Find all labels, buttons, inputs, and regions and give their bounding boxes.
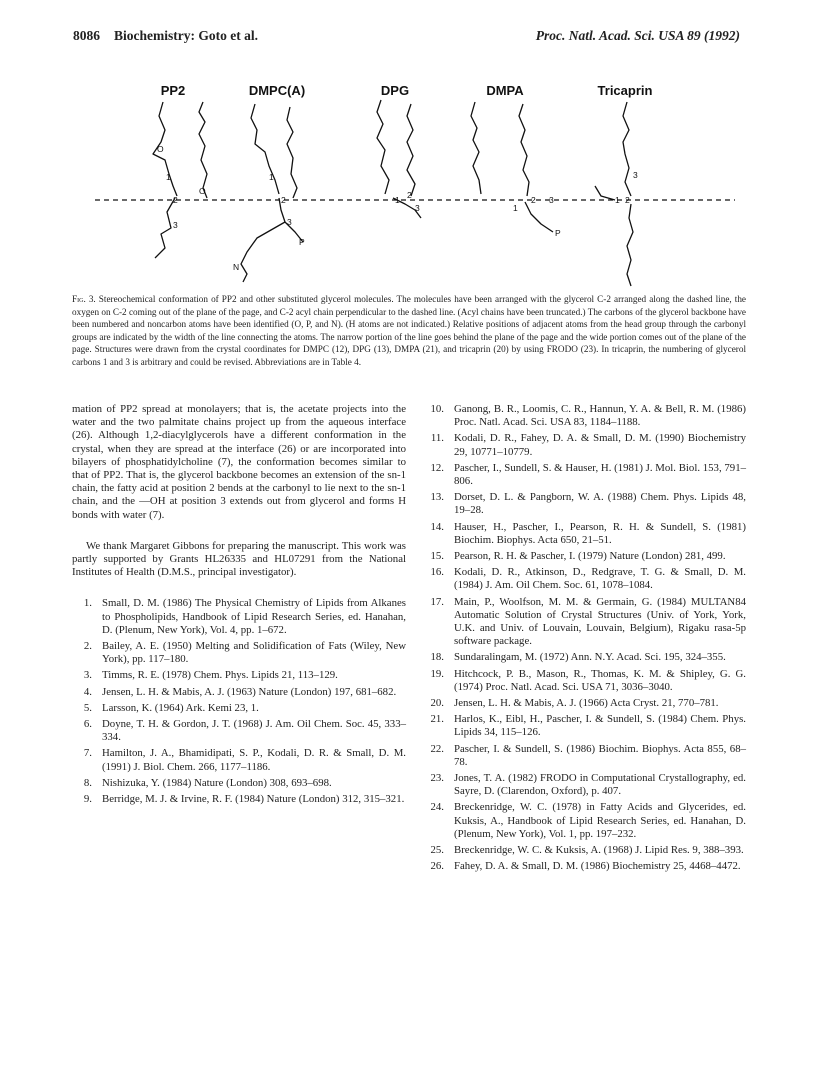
reference-text: Timms, R. E. (1978) Chem. Phys. Lipids 21, 113–129. <box>102 669 338 682</box>
reference-text: Small, D. M. (1986) The Physical Chemistry of Lipids from Alkanes to Phospholipids, Handbook of Lipid Research Series, ed. Hanahan, D. (Plenum, New York), Vol. 4, pp. 1–672. <box>102 597 406 636</box>
reference-item <box>424 801 746 841</box>
reference-item <box>72 597 406 637</box>
reference-number: 23. <box>430 772 444 785</box>
reference-text: Pascher, I. & Sundell, S. (1986) Biochim. Biophys. Acta 855, 68–78. <box>454 742 746 768</box>
reference-number: 11. <box>430 432 444 445</box>
label-dmpa: DMPA <box>486 83 524 98</box>
reference-text: Kodali, D. R., Atkinson, D., Redgrave, T. G. & Small, D. M. (1984) J. Am. Oil Chem. Soc. 61, 1078–1084. <box>454 566 746 592</box>
reference-text: Sundaralingam, M. (1972) Ann. N.Y. Acad. Sci. 195, 324–355. <box>454 651 726 664</box>
reference-item <box>424 772 746 798</box>
label-tricaprin: Tricaprin <box>597 83 653 98</box>
atom-labels <box>157 144 638 272</box>
svg-text:3: 3 <box>549 195 554 205</box>
reference-text: Berridge, M. J. & Irvine, R. F. (1984) Nature (London) 312, 315–321. <box>102 793 405 806</box>
reference-item <box>424 491 746 517</box>
reference-number: 10. <box>430 403 444 415</box>
reference-number: 4. <box>83 685 92 698</box>
reference-item <box>424 566 746 592</box>
svg-text:1: 1 <box>166 172 171 182</box>
reference-text: Pascher, I., Sundell, S. & Hauser, H. (1981) J. Mol. Biol. 153, 791–806. <box>454 461 746 488</box>
svg-text:1: 1 <box>513 203 518 213</box>
reference-text: Hitchcock, P. B., Mason, R., Thomas, K. M. & Shipley, G. G. (1974) Proc. Natl. Acad. Sci. USA 71, 3036–3040. <box>454 667 746 693</box>
reference-number: 2. <box>83 640 92 653</box>
running-header-right: Proc. Natl. Acad. Sci. USA 89 (1992) <box>535 28 740 43</box>
reference-number: 19. <box>430 667 444 680</box>
figure-caption <box>72 293 746 369</box>
body-paragraph: mation of PP2 spread at monolayers; that is, the acetate projects into the water and the two palmitate chains project up from the aqueous interface (26). Although 1,2-diacylglycerols have a different conformation in the crystal, when they are spread at the interface (26) or are incorporated into bilayers of phosphatidylcholine (7), the conformation becomes similar to that of PP2. That is, the glycerol backbone becomes an extension of the sn-1 chain, the fatty acid at position 2 bends at the carbonyl to lie next to the sn-1 chain, and the —OH at position 3 extends out from glycerol and forms H bonds with water (7). <box>72 403 406 521</box>
reference-text: Doyne, T. H. & Gordon, J. T. (1968) J. Am. Oil Chem. Soc. 45, 333–334. <box>102 718 406 744</box>
reference-number: 18. <box>430 651 444 664</box>
reference-number: 26. <box>430 860 444 873</box>
reference-number: 22. <box>430 742 444 755</box>
reference-number: 8. <box>83 776 92 789</box>
reference-number: 13. <box>430 491 444 504</box>
reference-number: 25. <box>430 844 444 857</box>
reference-number: 16. <box>430 566 444 579</box>
reference-item <box>424 550 746 563</box>
label-dpg: DPG <box>380 83 410 98</box>
reference-list-left <box>72 597 406 806</box>
caption-text: Stereochemical conformation of PP2 and other substituted glycerol molecules. The molecules have been arranged with the glycerol C-2 arranged along the dashed line, the oxygen on C-2 coming out of the plane of the page, and C-2 acyl chain perpendicular to the dashed line. (Acyl chains have been truncated.) The carbons of the glycerol backbone have been numbered and noncarbon atoms have been identified (O, P, and N). (H atoms are not indicated.) Relative positions of adjacent atoms from the head group through the carbonyl groups are indicated by the width of the line connecting the atoms. The narrow portion of the line goes behind the plane of the page and the wide portion comes out of the plane of the page. Structures were drawn from the crystal coordinates for DMPC (12), DPG (13), DMPA (21), and tricaprin (20) by using FRODO (23). In tricaprin, the numbering of glycerol carbons 1 and 3 is arbitrary and could be revised. Abbreviations are in Table 4. <box>72 294 746 367</box>
svg-text:3: 3 <box>173 220 178 230</box>
reference-item <box>424 860 746 873</box>
reference-item <box>424 668 746 694</box>
reference-item <box>424 713 746 739</box>
svg-text:3: 3 <box>415 203 420 213</box>
molecule-labels <box>161 83 653 98</box>
reference-item <box>424 462 746 488</box>
reference-item <box>424 403 746 429</box>
reference-number: 3. <box>83 669 92 682</box>
reference-item <box>424 651 746 664</box>
reference-number: 1. <box>83 597 92 610</box>
svg-text:P: P <box>299 237 305 247</box>
reference-item <box>424 432 746 458</box>
reference-number: 6. <box>83 718 92 731</box>
svg-text:3: 3 <box>287 217 292 227</box>
reference-text: Harlos, K., Eibl, H., Pascher, I. & Sundell, S. (1984) Chem. Phys. Lipids 34, 115–126. <box>454 713 746 739</box>
reference-number: 14. <box>430 520 444 533</box>
reference-number: 7. <box>83 747 92 760</box>
reference-item <box>424 596 746 649</box>
reference-item <box>72 669 406 682</box>
reference-text: Jensen, L. H. & Mabis, A. J. (1963) Nature (London) 197, 681–682. <box>102 685 397 698</box>
reference-text: Breckenridge, W. C. & Kuksis, A. (1968) J. Lipid Res. 9, 388–393. <box>454 844 744 857</box>
reference-item <box>424 743 746 769</box>
reference-item <box>72 686 406 699</box>
reference-item <box>72 640 406 666</box>
reference-item <box>72 747 406 773</box>
reference-text: Jones, T. A. (1982) FRODO in Computational Crystallography, ed. Sayre, D. (Clarendon, Oxford), p. 407. <box>454 772 746 798</box>
reference-text: Fahey, D. A. & Small, D. M. (1986) Biochemistry 25, 4468–4472. <box>454 860 741 873</box>
reference-number: 15. <box>430 550 444 563</box>
reference-text: Ganong, B. R., Loomis, C. R., Hannun, Y. A. & Bell, R. M. (1986) Proc. Natl. Acad. Sci. USA 83, 1184–1188. <box>454 403 746 429</box>
journal-section: Biochemistry: Goto et al. <box>114 28 258 43</box>
svg-text:1: 1 <box>395 195 400 205</box>
reference-item <box>72 777 406 790</box>
reference-text: Kodali, D. R., Fahey, D. A. & Small, D. M. (1990) Biochemistry 29, 10771–10779. <box>454 432 746 458</box>
svg-text:3: 3 <box>633 170 638 180</box>
reference-item <box>424 697 746 710</box>
reference-text: Pearson, R. H. & Pascher, I. (1979) Nature (London) 281, 499. <box>454 550 726 563</box>
figure-3-structures <box>95 82 735 287</box>
svg-text:O: O <box>157 144 164 154</box>
svg-text:2: 2 <box>407 190 412 200</box>
tricaprin-structure <box>595 102 633 286</box>
running-header-left <box>73 28 258 44</box>
reference-text: Jensen, L. H. & Mabis, A. J. (1966) Acta Cryst. 21, 770–781. <box>454 697 719 710</box>
right-column <box>424 403 746 877</box>
reference-number: 12. <box>430 461 444 474</box>
dmpc-structure <box>241 104 303 282</box>
reference-number: 24. <box>430 801 444 814</box>
label-pp2: PP2 <box>160 83 186 98</box>
svg-text:P: P <box>555 228 561 238</box>
svg-text:1: 1 <box>269 172 274 182</box>
svg-text:2: 2 <box>625 195 630 205</box>
reference-text: Larsson, K. (1964) Ark. Kemi 23, 1. <box>102 701 259 714</box>
reference-item <box>424 844 746 857</box>
svg-text:1: 1 <box>615 195 620 205</box>
reference-item <box>72 718 406 744</box>
reference-text: Dorset, D. L. & Pangborn, W. A. (1988) Chem. Phys. Lipids 48, 19–28. <box>454 491 746 517</box>
page-number: 8086 <box>73 28 100 43</box>
reference-number: 17. <box>430 595 444 608</box>
reference-number: 5. <box>83 701 92 714</box>
reference-text: Main, P., Woolfson, M. M. & Germain, G. (1984) MULTAN84 Automatic Solution of Crystal Structures (Univ. of York, York, U.K. and Univ. of Louvain, Louvain, Belgium), Rigaku rasa-5p software package. <box>454 595 746 648</box>
caption-lead: Fig. 3. <box>72 294 96 304</box>
reference-item <box>424 521 746 547</box>
reference-text: Breckenridge, W. C. (1978) in Fatty Acids and Glycerides, ed. Kuksis, A., Handbook of Lipid Research Series, ed. Hanahan, D. (Plenum, New York), Vol. 1, pp. 197–232. <box>454 801 746 840</box>
reference-text: Hauser, H., Pascher, I., Pearson, R. H. & Sundell, S. (1981) Biochim. Biophys. Acta 650, 21–51. <box>454 520 746 546</box>
label-dmpc: DMPC(A) <box>248 83 306 98</box>
dmpa-structure <box>471 102 553 232</box>
reference-number: 20. <box>430 697 444 710</box>
svg-text:2: 2 <box>531 195 536 205</box>
reference-text: Hamilton, J. A., Bhamidipati, S. P., Kodali, D. R. & Small, D. M. (1991) J. Biol. Chem. 266, 1177–1186. <box>102 747 406 773</box>
acknowledgment: We thank Margaret Gibbons for preparing the manuscript. This work was partly supported by Grants HL26335 and HL07291 from the National Institutes of Health (D.M.S., principal investigator). <box>72 539 406 579</box>
reference-item <box>72 793 406 806</box>
left-column <box>72 403 406 809</box>
svg-text:N: N <box>233 262 240 272</box>
svg-text:2: 2 <box>281 195 286 205</box>
reference-item <box>72 702 406 715</box>
reference-list-right <box>424 403 746 874</box>
svg-text:2: 2 <box>173 195 178 205</box>
reference-number: 9. <box>83 793 92 806</box>
reference-text: Bailey, A. E. (1950) Melting and Solidification of Fats (Wiley, New York), pp. 117–180. <box>102 640 406 666</box>
reference-text: Nishizuka, Y. (1984) Nature (London) 308, 693–698. <box>102 776 332 789</box>
pp2-structure <box>153 102 207 258</box>
svg-text:O: O <box>199 186 206 196</box>
reference-number: 21. <box>430 713 444 726</box>
